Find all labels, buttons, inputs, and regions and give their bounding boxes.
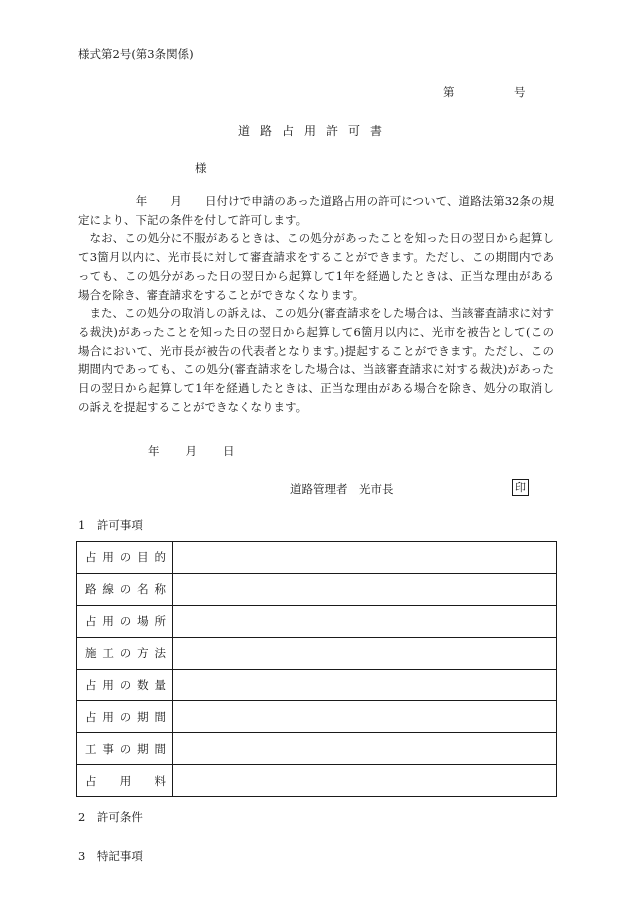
section-permit-conditions: 2 許可条件	[78, 810, 143, 824]
table-row-value[interactable]	[173, 637, 557, 669]
table-row-label: 占用の期間	[77, 701, 173, 733]
addressee-suffix: 様	[195, 161, 207, 175]
road-manager-label: 道路管理者 光市長	[290, 482, 394, 496]
body-paragraph-1: 年 月 日付けで申請のあった道路占用の許可について、道路法第32条の規定により、下記の条件を付して許可します。	[78, 194, 554, 227]
table-row-value[interactable]	[173, 669, 557, 701]
table-row-label: 路線の名称	[77, 573, 173, 605]
issue-date-month: 月	[185, 444, 197, 458]
section-special-notes: 3 特記事項	[78, 849, 143, 863]
table-row	[77, 573, 557, 605]
table-row	[77, 637, 557, 669]
table-row-label: 占用の場所	[77, 605, 173, 637]
body-paragraph-2: なお、この処分に不服があるときは、この処分があったことを知った日の翌日から起算して3箇月以内に、光市長に対して審査請求をすることができます。ただし、この期間内であっても、この処分があった日の翌日から起算して1年を経過したときは、正当な理由がある場合を除き、審査請求をすることができなくなります。	[78, 231, 554, 302]
table-row-label: 施工の方法	[77, 637, 173, 669]
table-row-value[interactable]	[173, 542, 557, 574]
table-row-value[interactable]	[173, 765, 557, 797]
permit-items-table	[76, 541, 557, 797]
table-row-value[interactable]	[173, 573, 557, 605]
table-row-value[interactable]	[173, 605, 557, 637]
doc-number-suffix: 号	[514, 85, 526, 99]
table-row-value[interactable]	[173, 701, 557, 733]
table-row-value[interactable]	[173, 733, 557, 765]
doc-number-prefix: 第	[443, 85, 455, 99]
table-row	[77, 669, 557, 701]
issue-date-day: 日	[223, 444, 235, 458]
body-text	[78, 192, 554, 416]
table-row	[77, 733, 557, 765]
table-row-label: 占用の目的	[77, 542, 173, 574]
issue-date-year: 年	[148, 444, 160, 458]
table-row	[77, 701, 557, 733]
form-number: 様式第2号(第3条関係)	[78, 47, 194, 61]
table-row	[77, 765, 557, 797]
table-row	[77, 542, 557, 574]
table-row-label: 占用料	[77, 765, 173, 797]
table-row-label: 工事の期間	[77, 733, 173, 765]
document-title: 道路占用許可書	[237, 124, 392, 138]
seal-mark: 印	[512, 479, 529, 496]
table-row-label: 占用の数量	[77, 669, 173, 701]
section-permit-items: 1 許可事項	[78, 518, 143, 532]
table-row	[77, 605, 557, 637]
body-paragraph-3: また、この処分の取消しの訴えは、この処分(審査請求をした場合は、当該審査請求に対する裁決)があったことを知った日の翌日から起算して6箇月以内に、光市を被告として(この場合において、光市長が被告の代表者となります。)提起することができます。ただし、この期間内であっても、この処分(審査請求をした場合は、当該審査請求に対する裁決)があった日の翌日から起算して1年を経過したときは、正当な理由がある場合を除き、処分の取消しの訴えを提起することができなくなります。	[78, 306, 554, 414]
issue-date	[148, 443, 235, 459]
